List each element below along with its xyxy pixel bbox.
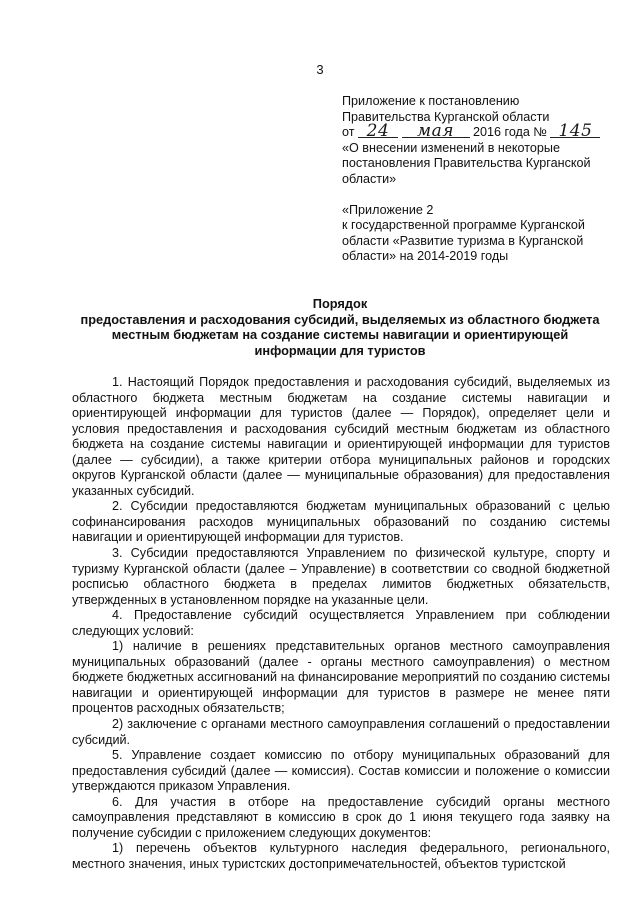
paragraph-4-item-1: 1) наличие в решениях представительных органов местного самоуправления муниципальных образований (далее - органы местного самоуправления) о местном бюджете бюджетных ассигнований на финансирование мероприятий по созданию системы навигации и ориентирующей информации для туристов в размере не менее пяти процентов расходных обязательств; <box>72 639 610 716</box>
paragraph-4-item-2: 2) заключение с органами местного самоуправления соглашений о предоставлении субсидий. <box>72 717 610 747</box>
appendix-line-4: «О внесении изменений в некоторые <box>342 140 560 155</box>
paragraph-1: 1. Настоящий Порядок предоставления и расходования субсидий, выделяемых из областного бюджета местным бюджетам на создание системы навигации и ориентирующей информации для туристов (далее — Порядок), определяет цели и условия предоставления и расходования субсидий местным бюджетам из областного бюджета на создание системы навигации и ориентирующей информации для туристов (далее — субсидии), а также критерии отбора муниципальных районов и городских округов Курганской области (далее — муниципальные образования) для предоставления указанных субсидий. <box>72 375 610 498</box>
paragraph-6: 6. Для участия в отборе на предоставление субсидий органы местного самоуправления представляют в комиссию в срок до 1 июня текущего года заявку на получение субсидии с приложением следующих документов: <box>72 794 610 840</box>
handwritten-day: 24 <box>358 125 398 138</box>
title-line-1: Порядок <box>312 296 368 311</box>
paragraph-5: 5. Управление создает комиссию по отбору муниципальных образований для предоставления субсидий (далее — комиссия). Состав комиссии и положение о комиссии утверждаются приказом Управления. <box>72 748 610 794</box>
page-number: 3 <box>316 62 324 77</box>
appendix-line-6: области» <box>342 171 397 186</box>
appendix-line-9: области «Развитие туризма в Курганской <box>342 233 584 248</box>
paragraph-3: 3. Субсидии предоставляются Управлением по физической культуре, спорту и туризму Курганской области (далее – Управление) в соответствии со сводной бюджетной росписью областного бюджета в пределах лимитов бюджетных обязательств, утвержденных в установленном порядке на указанные цели. <box>72 546 610 607</box>
title-line-3: местным бюджетам на создание системы навигации и ориентирующей <box>111 327 569 343</box>
date-prefix: от <box>342 125 355 140</box>
date-year-text: 2016 года № <box>473 125 547 140</box>
appendix-line-10: области» на 2014-2019 годы <box>342 249 509 264</box>
paragraph-4: 4. Предоставление субсидий осуществляется Управлением при соблюдении следующих условий: <box>72 608 610 638</box>
paragraph-2: 2. Субсидии предоставляются бюджетам муниципальных образований с целью софинансирования расходов муниципальных образований по созданию системы навигации и ориентирующей информации для туристов. <box>72 499 610 545</box>
appendix-date-line <box>342 121 612 142</box>
handwritten-doc-number: 145 <box>550 125 600 138</box>
document-title <box>70 296 610 358</box>
appendix-line-2: Правительства Курганской области <box>342 109 550 124</box>
handwritten-month: мая <box>402 125 470 138</box>
appendix-line-8: к государственной программе Курганской <box>342 218 585 233</box>
title-line-2: предоставления и расходования субсидий, выделяемых из областного бюджета <box>80 311 600 327</box>
appendix-gap <box>342 188 612 203</box>
title-line-4: информации для туристов <box>254 342 426 358</box>
paragraph-6-item-1: 1) перечень объектов культурного наследия федерального, регионального, местного значения, иных туристских достопримечательностей, объектов туристской <box>72 841 610 871</box>
appendix-line-7: «Приложение 2 <box>342 202 434 217</box>
appendix-line-5: постановления Правительства Курганской <box>342 156 591 171</box>
document-body <box>72 375 610 873</box>
appendix-header <box>342 94 612 265</box>
appendix-line-1: Приложение к постановлению <box>342 94 520 108</box>
